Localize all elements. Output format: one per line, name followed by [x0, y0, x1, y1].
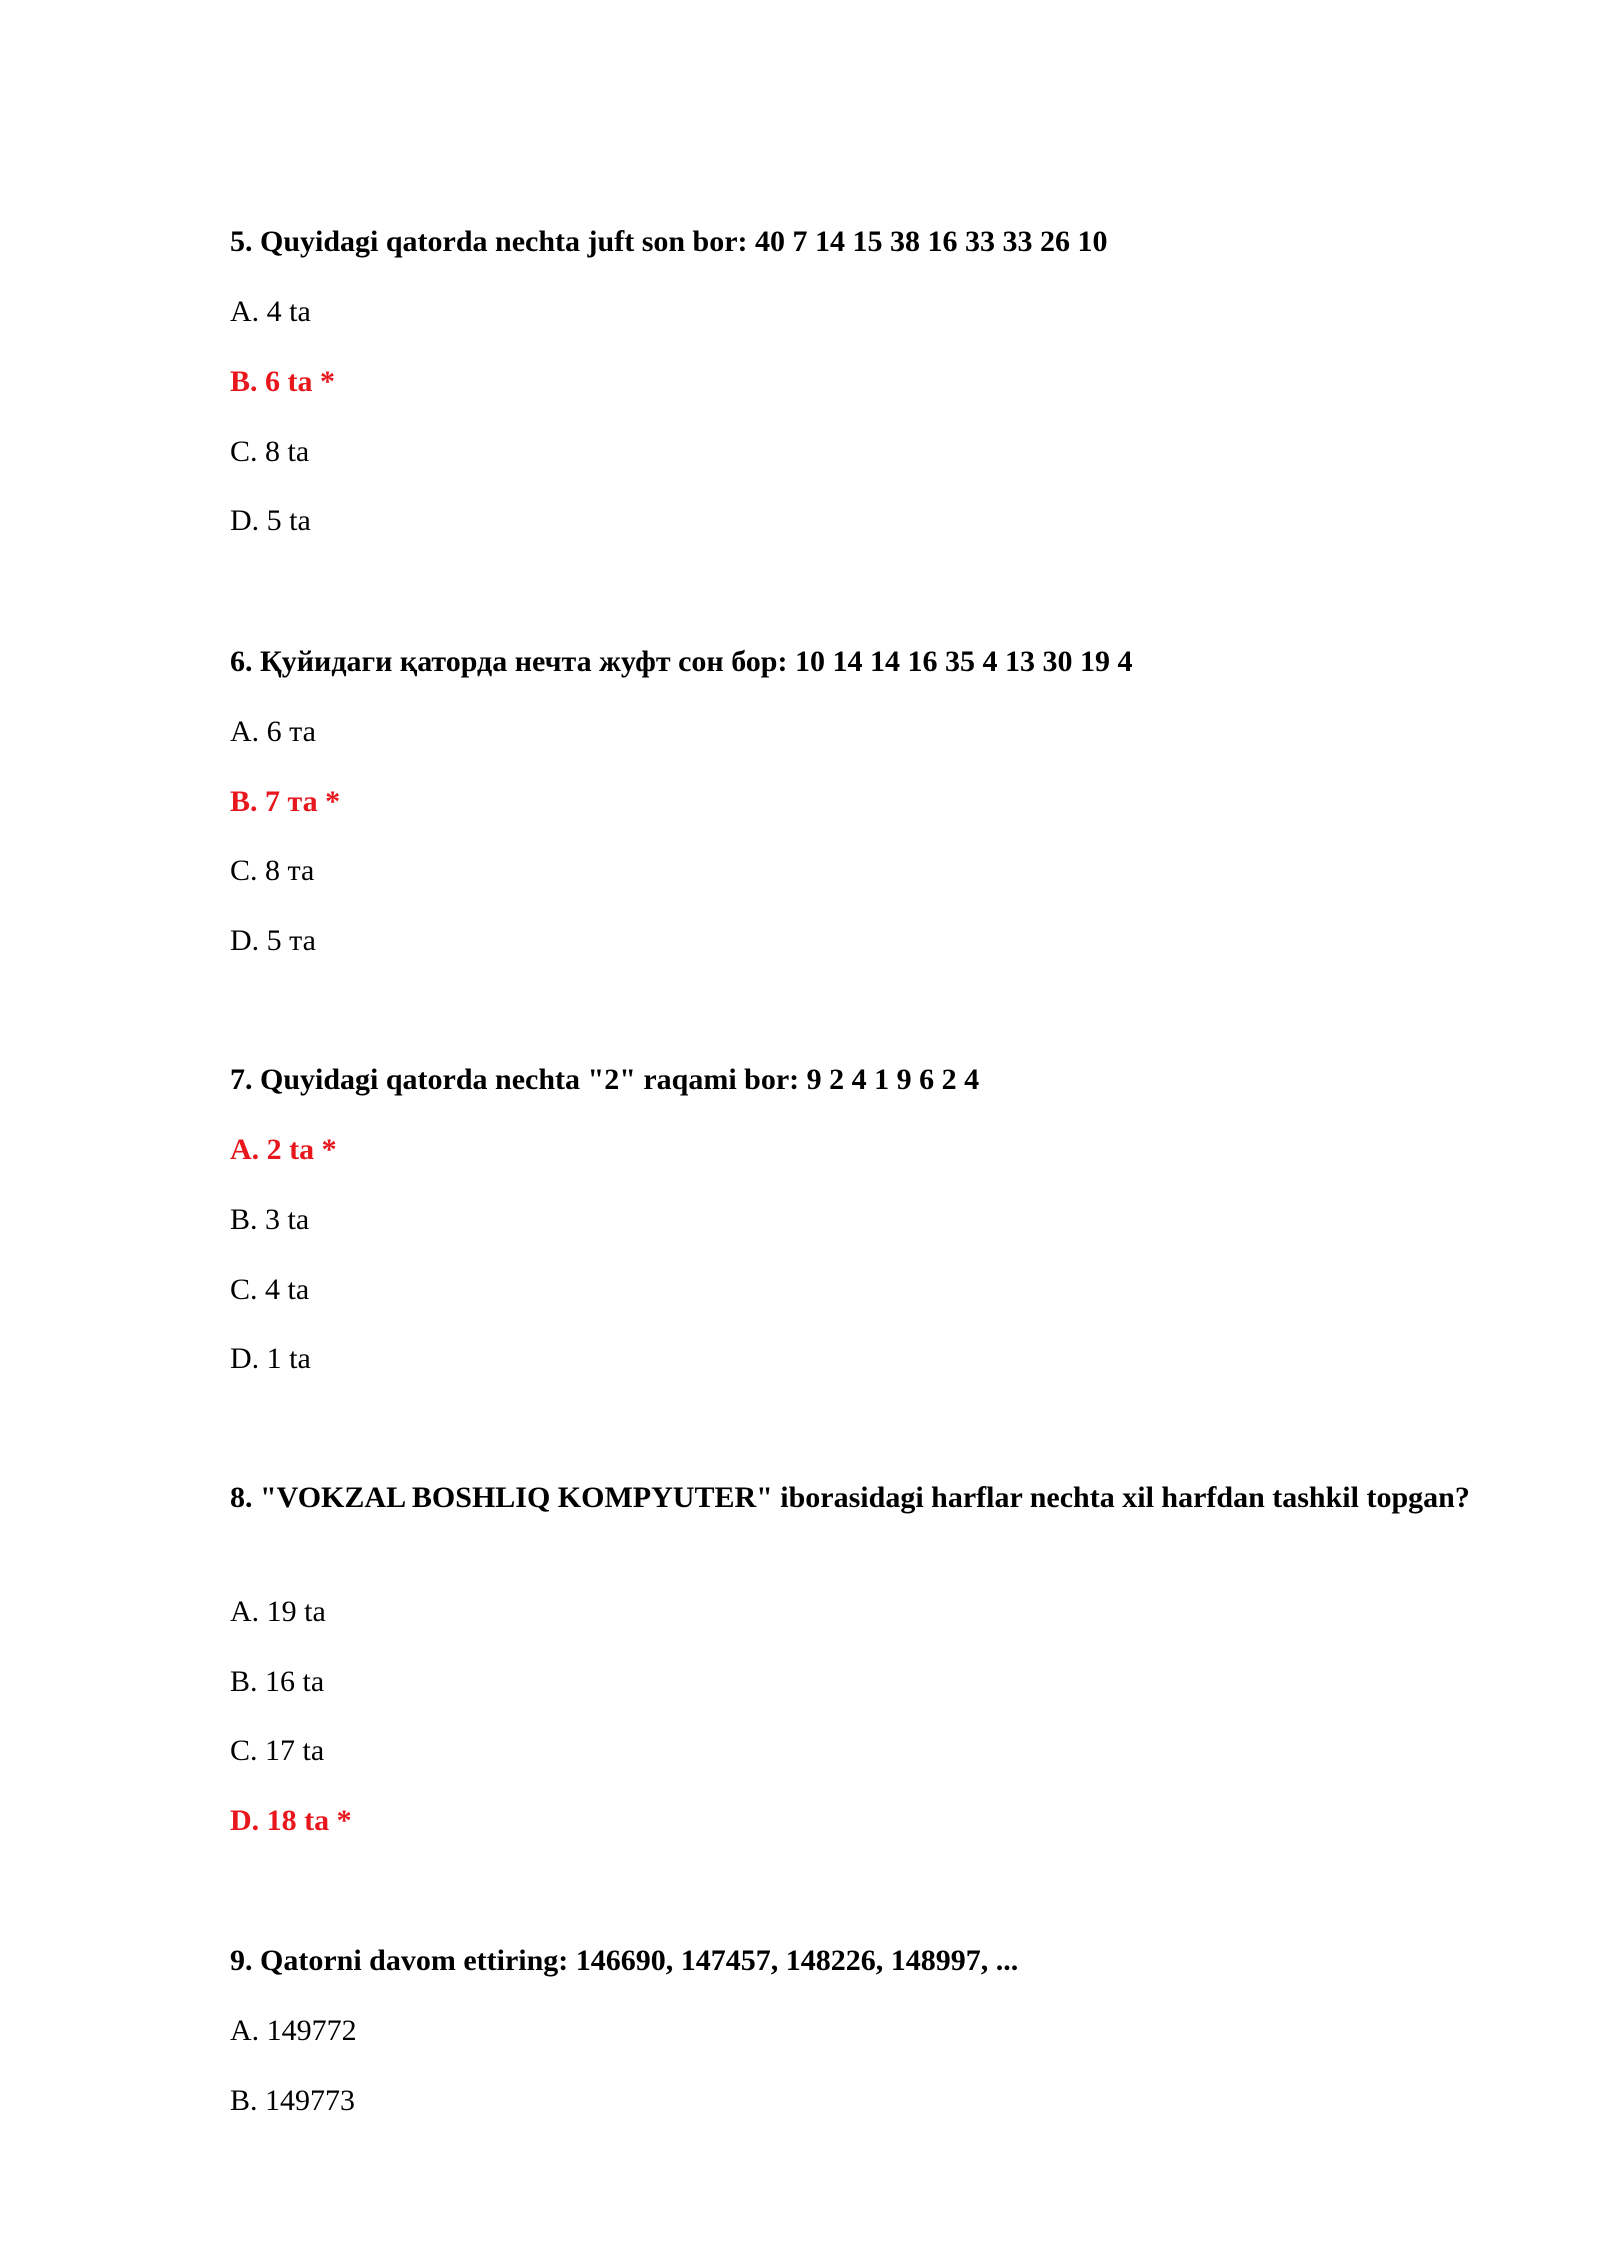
question-5: [230, 220, 1470, 537]
question-6: [230, 640, 1470, 957]
option-b-correct: B. 6 ta *: [230, 365, 335, 398]
question-title: 8. "VOKZAL BOSHLIQ KOMPYUTER" iborasidagi harflar nechta xil harfdan tashkil topgan?: [230, 1481, 1470, 1514]
option-d-correct: D. 18 ta *: [230, 1804, 352, 1837]
option-b: B. 149773: [230, 2084, 356, 2117]
option-a: A. 149772: [230, 2014, 357, 2047]
option-a-correct: A. 2 ta *: [230, 1133, 337, 1166]
option-c: C. 8 та: [230, 854, 315, 887]
question-title: 5. Quyidagi qatorda nechta juft son bor: 40 7 14 15 38 16 33 33 26 10: [230, 225, 1108, 258]
option-b: B. 3 ta: [230, 1203, 310, 1236]
option-d: D. 5 та: [230, 924, 316, 957]
option-a: A. 6 та: [230, 715, 316, 748]
question-9: [230, 1939, 1470, 2117]
option-b: B. 16 ta: [230, 1665, 325, 1698]
option-c: C. 4 ta: [230, 1273, 310, 1306]
question-7: [230, 1058, 1470, 1375]
question-title: 7. Quyidagi qatorda nechta "2" raqami bor: 9 2 4 1 9 6 2 4: [230, 1063, 980, 1096]
option-b-correct: B. 7 та *: [230, 785, 341, 818]
question-title: 9. Qatorni davom ettiring: 146690, 147457, 148226, 148997, ...: [230, 1944, 1019, 1977]
option-a: A. 4 ta: [230, 295, 311, 328]
option-d: D. 5 ta: [230, 504, 311, 537]
question-title: 6. Қуйидаги қаторда нечта жуфт сон бор: 10 14 14 16 35 4 13 30 19 4: [230, 645, 1133, 678]
option-c: C. 17 ta: [230, 1734, 325, 1767]
option-c: C. 8 ta: [230, 435, 310, 468]
question-8: [230, 1476, 1470, 1837]
option-a: A. 19 ta: [230, 1595, 326, 1628]
option-d: D. 1 ta: [230, 1342, 311, 1375]
